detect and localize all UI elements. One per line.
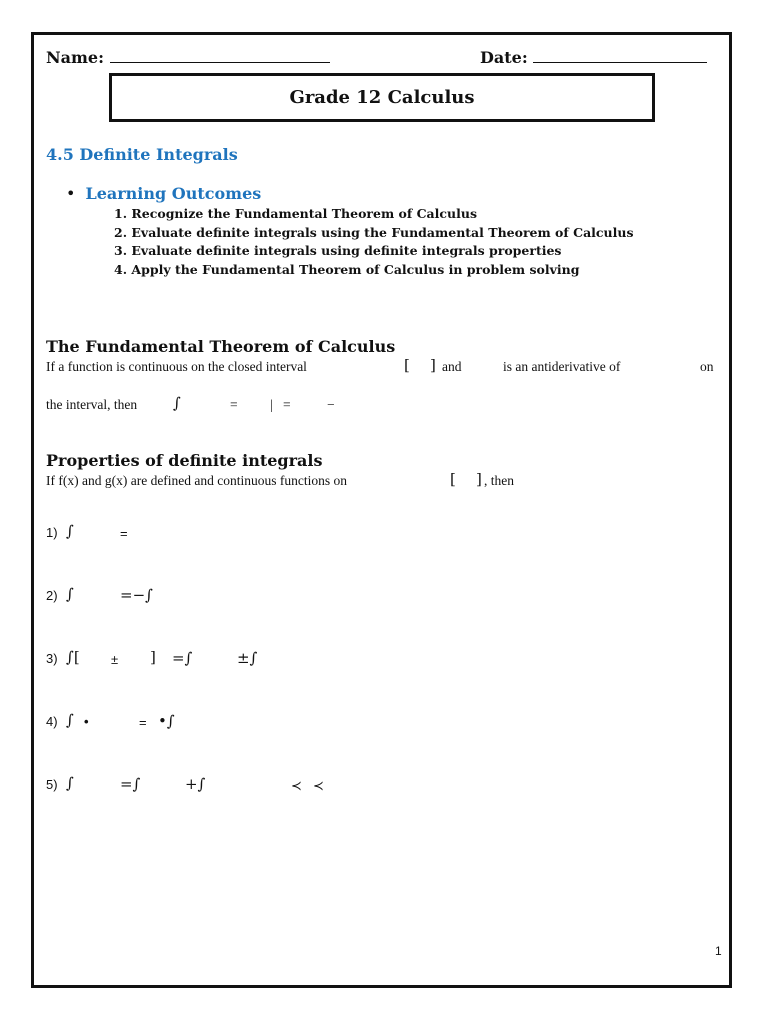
ftc-heading: The Fundamental Theorem of Calculus: [46, 337, 396, 356]
property-2-number: 2): [46, 588, 58, 603]
properties-then: , then: [484, 473, 514, 488]
date-label: Date:: [480, 48, 528, 67]
outcome-item: 4. Apply the Fundamental Theorem of Calculus in problem solving: [114, 261, 580, 277]
bracket-open-icon: [: [450, 470, 456, 488]
properties-heading: Properties of definite integrals: [46, 451, 323, 470]
ftc-text: If a function is continuous on the closed interval: [46, 359, 307, 374]
bracket-close-icon: ]: [430, 356, 436, 374]
ftc-eq-1: =: [230, 397, 238, 412]
property-3-pm: ±: [111, 652, 119, 667]
property-3-integral-bracket: ∫[: [66, 648, 80, 666]
property-3-pm-integral: ±∫: [237, 649, 258, 667]
learning-outcomes-label: Learning Outcomes: [85, 184, 262, 203]
ftc-and: and: [442, 359, 462, 374]
outcome-item: 2. Evaluate definite integrals using the Fundamental Theorem of Calculus: [114, 224, 634, 240]
dot-icon: •: [84, 714, 89, 729]
date-field[interactable]: [533, 48, 707, 63]
outcome-item: 3. Evaluate definite integrals using definite integrals properties: [114, 243, 562, 258]
property-5-eq-integral: =∫: [120, 775, 141, 793]
properties-intro: If f(x) and g(x) are defined and continuous functions on: [46, 473, 348, 488]
property-4-dot-integral: •∫: [158, 712, 175, 730]
precedes-icon: ≺: [313, 778, 324, 793]
integral-icon: ∫: [66, 711, 74, 729]
page-number: 1: [715, 944, 722, 958]
page-border: [31, 32, 732, 988]
bullet-icon: •: [66, 184, 76, 203]
worksheet-title: Grade 12 Calculus: [289, 87, 475, 108]
property-3-number: 3): [46, 651, 58, 666]
outcome-item: 1. Recognize the Fundamental Theorem of Calculus: [114, 206, 477, 221]
integral-icon: ∫: [66, 585, 74, 603]
precedes-icon: ≺: [291, 778, 302, 793]
integral-icon: ∫: [66, 522, 74, 540]
ftc-line-1a: [46, 359, 307, 375]
worksheet-title-box: [109, 73, 655, 122]
ftc-bar: |: [270, 397, 273, 412]
property-1-eq: =: [120, 526, 128, 541]
learning-outcomes-list: [114, 205, 634, 279]
date-label-row: [480, 48, 707, 67]
name-field[interactable]: [110, 48, 330, 63]
property-4-number: 4): [46, 714, 58, 729]
property-1-number: 1): [46, 525, 58, 540]
name-label-row: [46, 48, 330, 67]
property-5-plus-integral: +∫: [185, 775, 206, 793]
ftc-antiderivative-text: is an antiderivative of: [503, 359, 621, 374]
property-3-eq-integral: =∫: [172, 649, 193, 667]
section-title: 4.5 Definite Integrals: [46, 145, 238, 164]
property-3-close-bracket: ]: [150, 648, 156, 666]
property-2-rhs: =−∫: [120, 586, 153, 604]
bracket-open-icon: [: [404, 356, 410, 374]
name-label: Name:: [46, 48, 105, 67]
ftc-eq-2: =: [283, 397, 291, 412]
property-5-number: 5): [46, 777, 58, 792]
ftc-line-2: the interval, then: [46, 397, 138, 412]
property-4-eq: =: [139, 715, 147, 730]
ftc-on: on: [700, 359, 714, 374]
bracket-close-icon: ]: [476, 470, 482, 488]
ftc-minus: −: [327, 397, 335, 412]
integral-icon: ∫: [66, 774, 74, 792]
integral-icon: ∫: [173, 394, 181, 412]
learning-outcomes-heading: [66, 184, 261, 203]
